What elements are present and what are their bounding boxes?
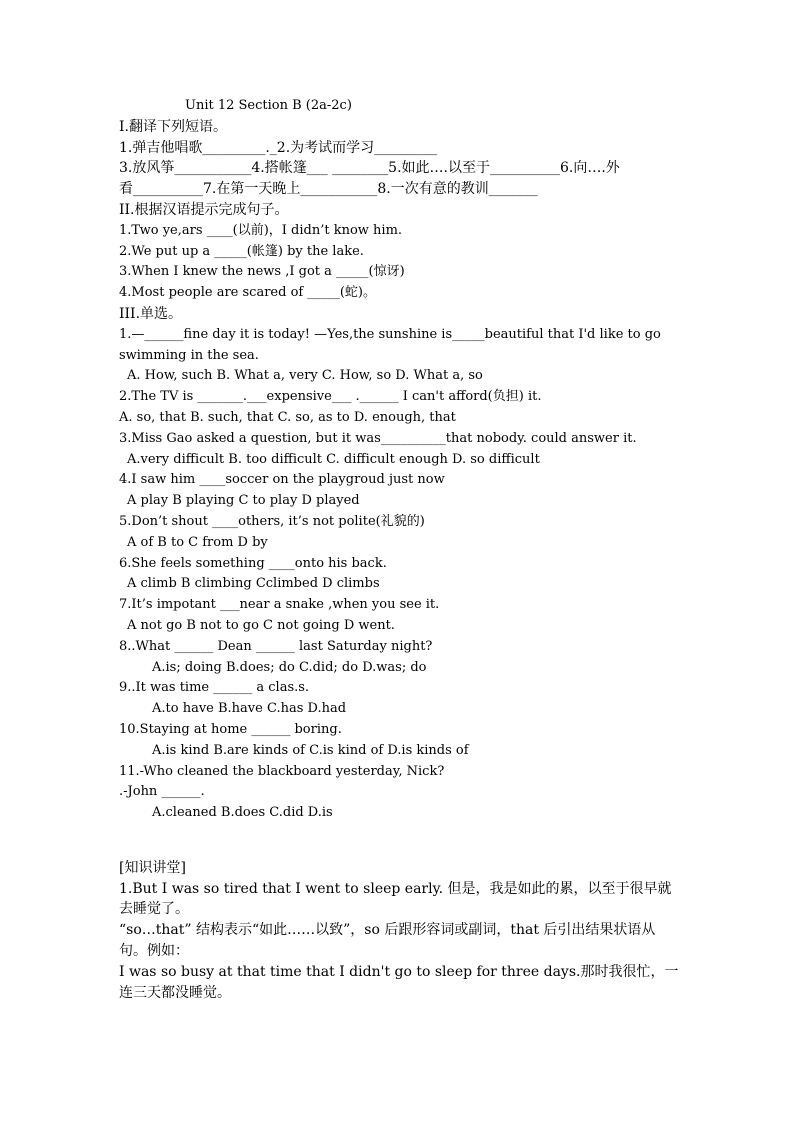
part2-line: 1.Two ye,ars ____(以前)，I didn’t know him. <box>119 222 403 238</box>
mcq-line: 10.Staying at home ______ boring. <box>119 721 342 737</box>
mcq-line: A not go B not to go C not going D went. <box>127 617 395 633</box>
mcq-line: A.to have B.have C.has D.had <box>152 701 347 717</box>
mcq-line: 5.Don’t shout ____others, it’s not polite(礼貌的) <box>119 513 425 529</box>
knowledge-line: I was so busy at that time that I didn't go to sleep for three days.那时我很忙，一连三天都没睡觉。 <box>119 963 679 1001</box>
mcq-line: 7.It’s impotant ___near a snake ,when you see it. <box>119 597 440 613</box>
part1-heading: I.翻译下列短语。 <box>119 118 227 135</box>
part1-line: 3.放风筝___________4.搭帐篷___ ________5.如此….以至于__________6.向….外 <box>119 160 620 177</box>
mcq-line: 4.I saw him ____soccer on the playgroud just now <box>119 472 445 488</box>
part3-heading: III.单选。 <box>119 305 183 322</box>
mcq-line: 9..It was time ______ a clas.s. <box>119 680 310 696</box>
mcq-list <box>119 325 679 824</box>
mcq-line: 6.She feels something ____onto his back. <box>119 555 387 571</box>
knowledge-line: 1.But I was so tired that I went to sleep early. 但是，我是如此的累，以至于很早就去睡觉了。 <box>119 880 672 918</box>
mcq-line: 3.Miss Gao asked a question, but it was__________that nobody. could answer it. <box>119 430 637 446</box>
mcq-line: 2.The TV is _______.___expensive___ .______ I can't afford(负担) it. <box>119 389 542 405</box>
mcq-line: A.very difficult B. too difficult C. difficult enough D. so difficult <box>127 451 540 467</box>
mcq-line: 11.-Who cleaned the blackboard yesterday, Nick? <box>119 763 445 779</box>
mcq-line: 8..What ______ Dean ______ last Saturday night? <box>119 638 433 654</box>
section-gap <box>119 824 679 858</box>
mcq-line: .-John ______. <box>119 784 205 800</box>
mcq-line: 1.—______fine day it is today! —Yes,the sunshine is_____beautiful that I'd like to go swimming in the sea. <box>119 326 661 363</box>
part2-line: 3.When I knew the news ,I got a _____(惊讶) <box>119 264 405 280</box>
part2-heading: II.根据汉语提示完成句子。 <box>119 201 289 218</box>
worksheet-content <box>119 96 679 1003</box>
part2-line: 2.We put up a _____(帐篷) by the lake. <box>119 243 364 259</box>
mcq-line: A of B to C from D by <box>127 534 268 550</box>
mcq-line: A.is kind B.are kinds of C.is kind of D.is kinds of <box>152 742 469 758</box>
mcq-line: A. so, that B. such, that C. so, as to D. enough, that <box>119 409 456 425</box>
part1-line: 看__________7.在第一天晚上___________8.一次有意的教训_______ <box>119 181 538 198</box>
knowledge-line: “so…that” 结构表示“如此……以致”，so 后跟形容词或副词，that 后引出结果状语从句。例如： <box>119 922 656 960</box>
mcq-line: A climb B climbing Cclimbed D climbs <box>127 576 380 592</box>
mcq-line: A play B playing C to play D played <box>127 493 360 509</box>
mcq-line: A.is; doing B.does; do C.did; do D.was; do <box>152 659 427 675</box>
mcq-line: A.cleaned B.does C.did D.is <box>152 805 333 821</box>
unit-title: Unit 12 Section B (2a-2c) <box>185 98 352 113</box>
part1-line: 1.弹吉他唱歌_________._2.为考试而学习_________ <box>119 139 438 156</box>
knowledge-heading: [知识讲堂] <box>119 859 186 876</box>
mcq-line: A. How, such B. What a, very C. How, so D. What a, so <box>127 368 483 384</box>
part2-line: 4.Most people are scared of _____(蛇)。 <box>119 285 376 301</box>
